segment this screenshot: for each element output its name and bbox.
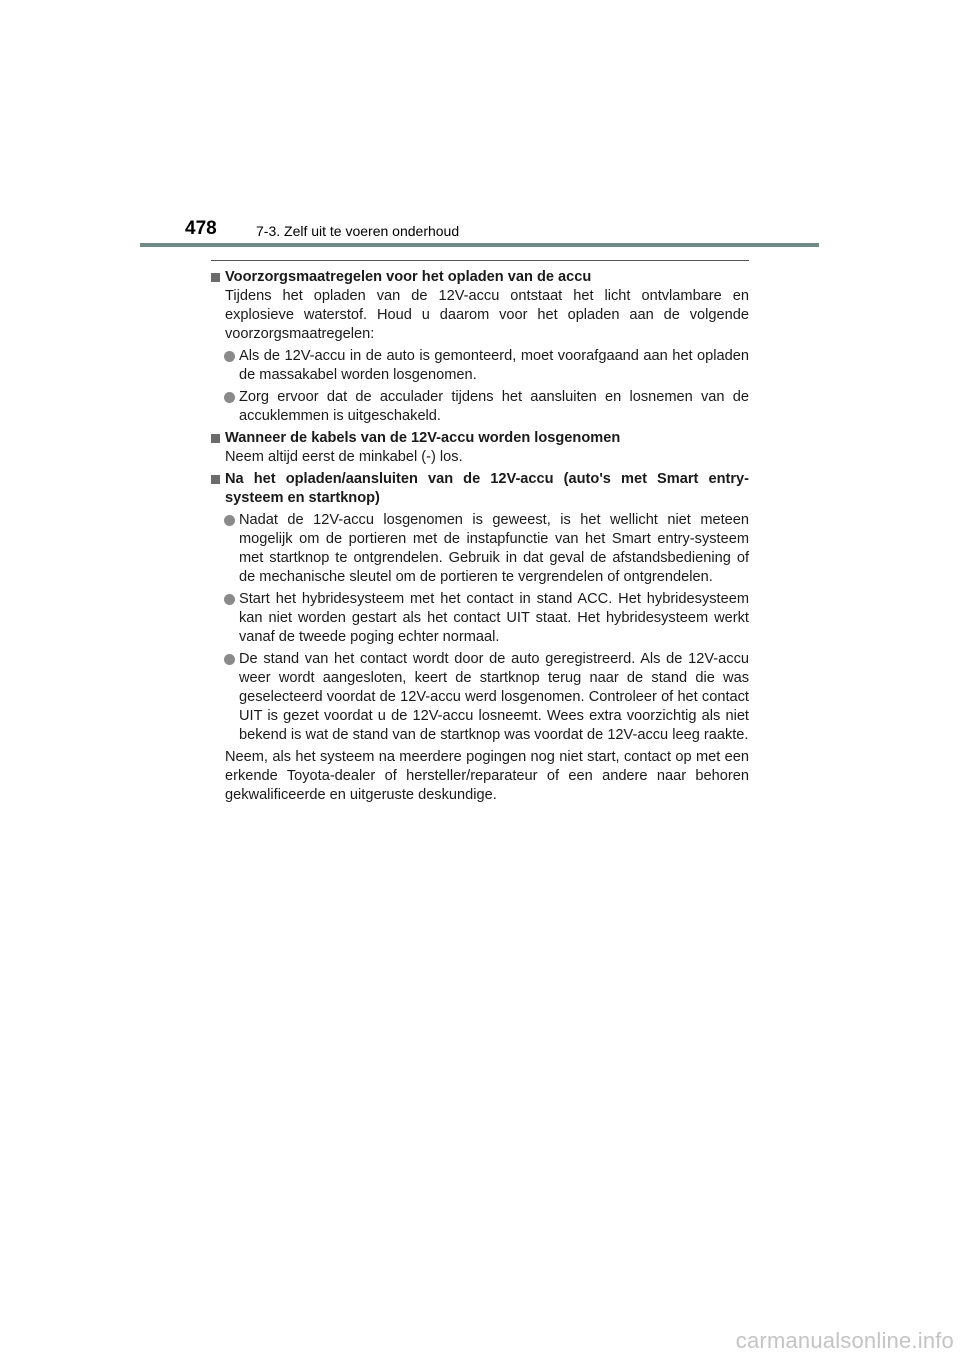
list-item-text: Zorg ervoor dat de acculader tijdens het aansluiten en losnemen van de accuklemmen is uitgeschakeld.	[239, 389, 749, 424]
section-heading-text: Wanneer de kabels van de 12V-accu worden losgenomen	[225, 430, 621, 446]
square-bullet-icon	[211, 273, 220, 282]
list-item-text: De stand van het contact wordt door de auto geregistreerd. Als de 12V-accu weer wordt aangesloten, keert de startknop terug naar de stand die was geselecteerd voordat de 12V-accu werd losgenomen. Controleer of het contact UIT is gezet voordat u de 12V-accu losneemt. Wees extra voorzichtig als niet bekend is wat de stand van de startknop was voordat de 12V-accu leeg raakte.	[239, 651, 749, 743]
circle-bullet-icon	[224, 392, 235, 403]
list-item	[211, 650, 749, 745]
section-heading	[211, 470, 749, 508]
circle-bullet-icon	[224, 594, 235, 605]
section-paragraph: Tijdens het opladen van de 12V-accu ontstaat het licht ontvlambare en explosieve waterstof. Houd u daarom voor het opladen aan de volgende voorzorgsmaatregelen:	[225, 288, 749, 342]
section-paragraph: Neem altijd eerst de minkabel (-) los.	[225, 449, 463, 465]
closing-paragraph: Neem, als het systeem na meerdere pogingen nog niet start, contact op met een erkende Toyota-dealer of hersteller/reparateur of een andere naar behoren gekwalificeerde en uitgeruste deskundige.	[225, 749, 749, 803]
section-heading-text: Voorzorgsmaatregelen voor het opladen van de accu	[225, 269, 592, 285]
content	[211, 265, 749, 805]
header-rule	[140, 243, 819, 247]
list-item	[211, 388, 749, 426]
circle-bullet-icon	[224, 654, 235, 665]
content-rule	[211, 260, 749, 261]
square-bullet-icon	[211, 475, 220, 484]
circle-bullet-icon	[224, 515, 235, 526]
section-title: 7-3. Zelf uit te voeren onderhoud	[256, 223, 460, 239]
page-header	[140, 218, 820, 246]
circle-bullet-icon	[224, 351, 235, 362]
list-item	[211, 347, 749, 385]
square-bullet-icon	[211, 434, 220, 443]
list-item	[211, 511, 749, 587]
list-item-text: Start het hybridesysteem met het contact in stand ACC. Het hybridesysteem kan niet worden gestart als het contact UIT staat. Het hybridesysteem werkt vanaf de tweede poging echter normaal.	[239, 591, 749, 645]
watermark: carmanualsonline.info	[735, 1328, 954, 1353]
page-number: 478	[185, 218, 217, 239]
section-heading	[211, 429, 749, 448]
list-item	[211, 590, 749, 647]
list-item-text: Als de 12V-accu in de auto is gemonteerd, moet voorafgaand aan het opladen de massakabel worden losgenomen.	[239, 348, 749, 383]
section-heading	[211, 268, 749, 287]
list-item-text: Nadat de 12V-accu losgenomen is geweest, is het wellicht niet meteen mogelijk om de portieren met de instapfunctie van het Smart entry-systeem met startknop te ontgrendelen. Gebruik in dat geval de afstandsbediening of de mechanische sleutel om de portieren te vergrendelen of ontgrendelen.	[239, 512, 749, 585]
section-heading-text: Na het opladen/aansluiten van de 12V-accu (auto's met Smart entry-systeem en startknop)	[225, 471, 749, 506]
